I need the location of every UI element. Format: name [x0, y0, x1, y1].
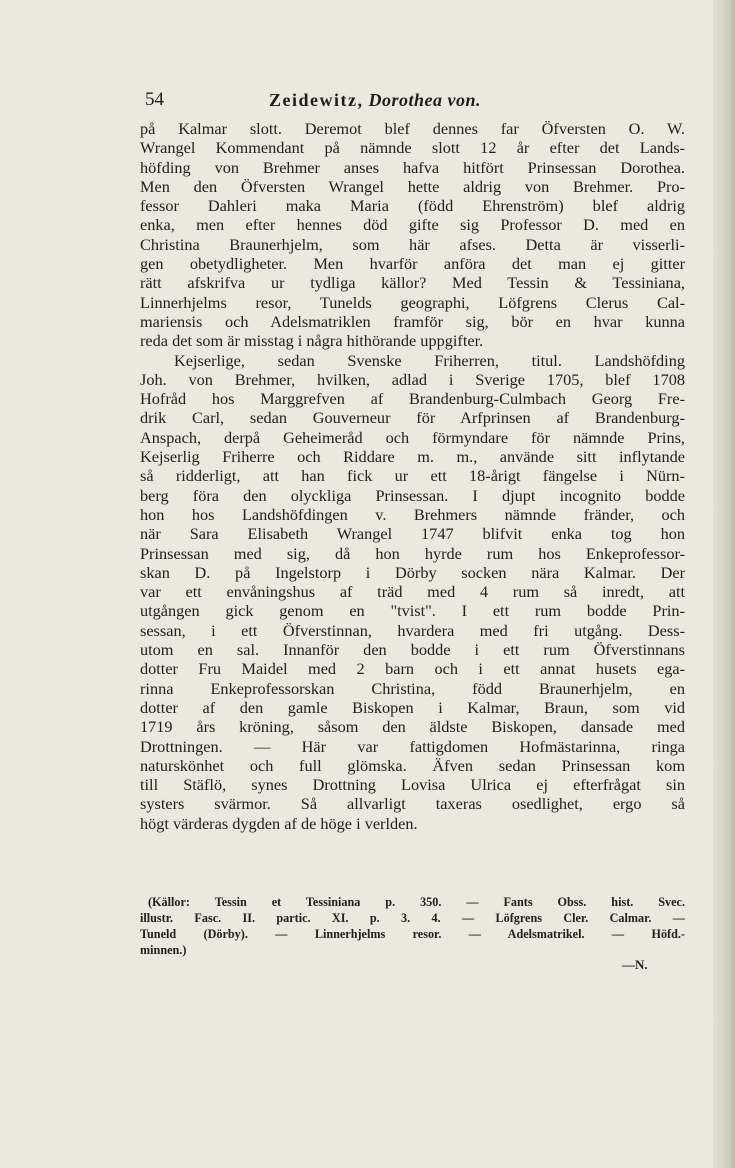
text-line: fessor Dahleri maka Maria (född Ehrenström) blef aldrig	[140, 196, 685, 216]
running-head-name: Zeidewitz,	[269, 90, 364, 110]
text-line: dotter af den gamle Biskopen i Kalmar, Braun, som vid	[140, 697, 685, 717]
sources-line: Tuneld (Dörby). — Linnerhjelms resor. — Adelsmatrikel. — Höfd.-	[140, 927, 685, 941]
text-line: Anspach, derpå Geheimeråd och förmyndare för nämnde Prins,	[140, 427, 685, 447]
text-line: hon hos Landshöfdingen v. Brehmers nämnde fränder, och	[140, 504, 685, 524]
page-edge	[713, 0, 735, 1168]
text-line: sessan, i ett Öfverstinnan, hvardera med fri utgång. Dess-	[140, 620, 685, 640]
text-line: Wrangel Kommendant på nämnde slott 12 år efter det Lands-	[140, 138, 685, 158]
text-line: Kejserlige, sedan Svenske Friherren, titul. Landshöfding	[174, 350, 685, 370]
text-line: rätt afskrifva ur tydliga källor? Med Tessin & Tessiniana,	[140, 273, 685, 293]
text-line: Prinsessan med sig, då hon hyrde rum hos Enkeprofessor-	[140, 543, 685, 563]
text-line: rinna Enkeprofessorskan Christina, född Braunerhjelm, en	[140, 678, 685, 698]
sources-line: minnen.)	[140, 943, 187, 957]
text-line: Men den Öfversten Wrangel hette aldrig von Brehmer. Pro-	[140, 176, 685, 196]
text-line: Joh. von Brehmer, hvilken, adlad i Sverige 1705, blef 1708	[140, 369, 685, 389]
sources-line: (Källor: Tessin et Tessiniana p. 350. — Fants Obss. hist. Svec.	[148, 895, 685, 909]
text-line: reda det som är misstag i några hithörande uppgifter.	[140, 331, 484, 351]
text-line: Christina Braunerhjelm, som här afses. Detta är visserli-	[140, 234, 685, 254]
text-line: skan D. på Ingelstorp i Dörby socken nära Kalmar. Der	[140, 562, 685, 582]
text-line: berg föra den olyckliga Prinsessan. I djupt incognito bodde	[140, 485, 685, 505]
text-line: var ett envåningshus af träd med 4 rum så inredt, att	[140, 582, 685, 602]
text-line: utom en sal. Innanför den bodde i ett rum Öfverstinnans	[140, 640, 685, 660]
text-line: när Sara Elisabeth Wrangel 1747 blifvit enka tog hon	[140, 524, 685, 544]
page-number: 54	[145, 89, 164, 110]
text-line: så ridderligt, att han fick ur ett 18-årigt fängelse i Nürn-	[140, 466, 685, 486]
text-line: drik Carl, sedan Gouverneur för Arfprinsen af Brandenburg-	[140, 408, 685, 428]
signature: —N.	[622, 957, 648, 972]
text-line: höfding von Brehmer anses hafva hitfört Prinsessan Dorothea.	[140, 157, 685, 177]
body-text	[140, 119, 685, 833]
text-line: till Stäflö, synes Drottning Lovisa Ulrica ej efterfrågat sin	[140, 775, 685, 795]
text-line: Hofråd hos Marggrefven af Brandenburg-Culmbach Georg Fre-	[140, 389, 685, 409]
text-line: 1719 års kröning, såsom den äldste Biskopen, dansade med	[140, 717, 685, 737]
text-line: systers svärmor. Så allvarligt taxeras osedlighet, ergo så	[140, 794, 685, 814]
running-head-subject: Dorothea von.	[368, 90, 481, 110]
text-line: högt värderas dygden af de höge i verlden.	[140, 813, 418, 833]
text-line: på Kalmar slott. Deremot blef dennes far Öfversten O. W.	[140, 119, 685, 138]
text-line: utgången gick genom en "tvist". I ett rum bodde Prin-	[140, 601, 685, 621]
text-line: Kejserlig Friherre och Riddare m. m., använde sitt inflytande	[140, 447, 685, 467]
text-line: enka, men efter hennes död gifte sig Professor D. med en	[140, 215, 685, 235]
page-header	[145, 88, 705, 112]
text-line: gen obetydligheter. Men hvarför anföra det man ej gitter	[140, 254, 685, 274]
text-line: dotter Fru Maidel med 2 barn och i ett annat husets ega-	[140, 659, 685, 679]
running-head	[269, 88, 481, 112]
sources-line: illustr. Fasc. II. partic. XI. p. 3. 4. — Löfgrens Cler. Calmar. —	[140, 911, 685, 925]
text-line: naturskönhet och full glömska. Äfven sedan Prinsessan kom	[140, 755, 685, 775]
text-line: Drottningen. — Här var fattigdomen Hofmästarinna, ringa	[140, 736, 685, 756]
sources-note	[140, 894, 685, 958]
text-line: Linnerhjelms resor, Tunelds geographi, Löfgrens Clerus Cal-	[140, 292, 685, 312]
text-line: mariensis och Adelsmatriklen framför sig, bör en hvar kunna	[140, 311, 685, 331]
